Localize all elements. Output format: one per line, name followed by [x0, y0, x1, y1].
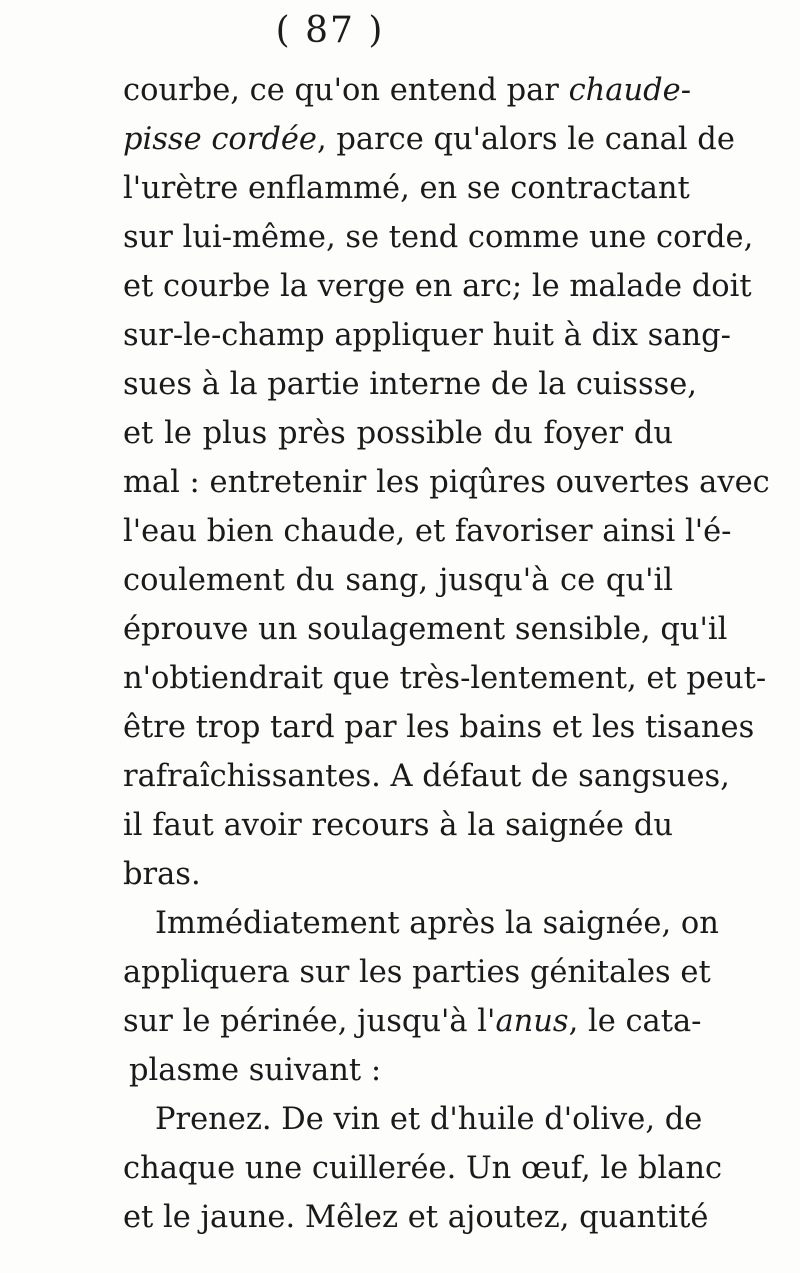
- italic-term: chaude-: [568, 73, 691, 108]
- page-number: ( 87 ): [275, 10, 385, 51]
- text-line-14: être trop tard par les bains et les tisanes: [123, 710, 755, 745]
- text-line-21: plasme suivant :: [129, 1053, 382, 1088]
- text-line-12: éprouve un soulagement sensible, qu'il: [123, 612, 728, 647]
- text-line-2: [123, 115, 735, 165]
- text-line-7: sues à la partie interne de la cuissse,: [123, 367, 698, 402]
- text-line-4: sur lui-même, se tend comme une corde,: [123, 220, 754, 255]
- italic-term: anus: [495, 1004, 569, 1039]
- text-line-10: l'eau bien chaude, et favoriser ainsi l'é-: [123, 514, 732, 549]
- text-line-6: sur-le-champ appliquer huit à dix sang-: [123, 318, 731, 353]
- text-line-5: et courbe la verge en arc; le malade doit: [123, 269, 752, 304]
- italic-term: pisse cordée: [123, 122, 317, 157]
- text-line-15: rafraîchissantes. A défaut de sangsues,: [123, 759, 730, 794]
- text-fragment: , le cata-: [568, 1004, 702, 1039]
- text-line-24: et le jaune. Mêlez et ajoutez, quantité: [123, 1200, 709, 1235]
- text-line-16: il faut avoir recours à la saignée du: [123, 808, 673, 843]
- text-fragment: , parce qu'alors le canal de: [316, 122, 735, 157]
- text-fragment: courbe, ce qu'on entend par: [123, 73, 569, 108]
- text-line-1: [123, 66, 691, 116]
- text-line-8: et le plus près possible du foyer du: [123, 416, 673, 451]
- text-fragment: sur le périnée, jusqu'à l': [123, 1004, 496, 1039]
- text-line-18: Immédiatement après la saignée, on: [155, 906, 719, 941]
- text-line-9: mal : entretenir les piqûres ouvertes avec: [123, 465, 770, 500]
- text-line-3: l'urètre enflammé, en se contractant: [123, 171, 690, 206]
- text-line-23: chaque une cuillerée. Un œuf, le blanc: [123, 1151, 723, 1186]
- text-line-19: appliquera sur les parties génitales et: [123, 955, 711, 990]
- text-line-11: coulement du sang, jusqu'à ce qu'il: [123, 563, 673, 598]
- text-line-20: [123, 997, 702, 1047]
- text-line-17: bras.: [123, 857, 201, 892]
- text-line-22: Prenez. De vin et d'huile d'olive, de: [155, 1102, 703, 1137]
- text-line-13: n'obtiendrait que très-lentement, et peut-: [123, 661, 767, 696]
